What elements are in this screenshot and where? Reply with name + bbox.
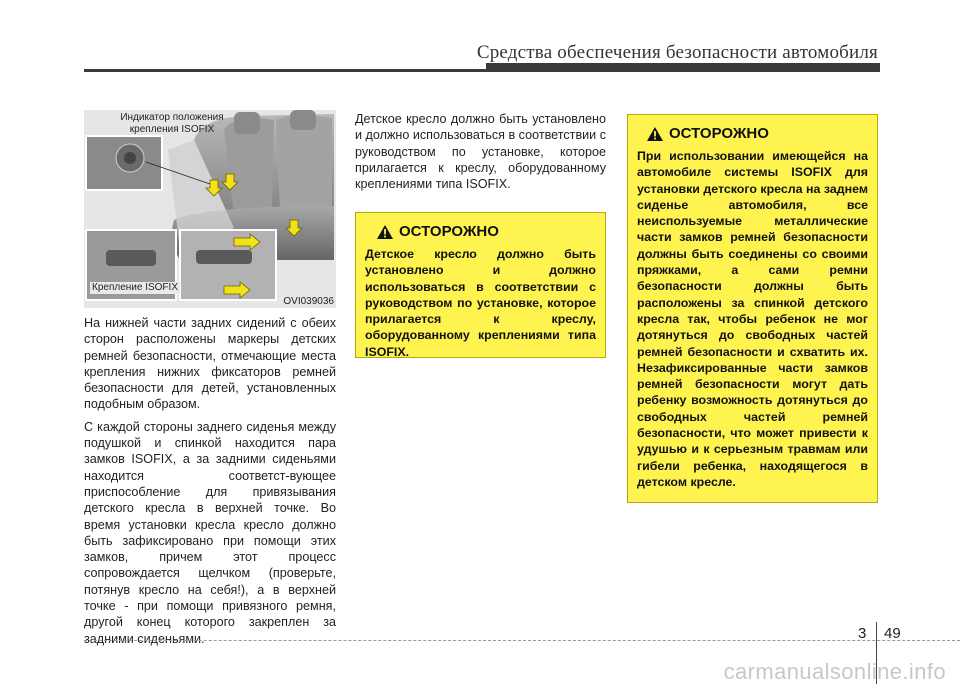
figure-code: OVI039036 — [283, 296, 334, 307]
warning-triangle-icon — [647, 127, 663, 141]
warning-text-right: При использовании имеющейся на автомобиле системы ISOFIX для установки детского кресла на заднем сиденье автомобиля, все неиспользуемые металлические части замков ремней безопасности должны быть соединены со своими пряжками, а сами ремни безопасности должны быть расположены за спинкой детского кресла так, чтобы ребенок не мог дотянуться до свободных частей ремней безопасности и схватить их. Незафиксированные части замков ремней безопасности могут дать ребенку возможность дотянуться до свободных частей ремней безопасности, что может привести к удушью и к серьезным травмам или гибели ребенка, находящегося в детском кресле. — [637, 149, 868, 489]
rear-seat-illustration — [84, 110, 336, 308]
chapter-number: 3 — [858, 625, 867, 642]
left-column-text — [84, 315, 336, 653]
figure-label-anchor: Крепление ISOFIX — [92, 282, 178, 293]
warning-box-middle — [355, 212, 606, 358]
page-header-title: Средства обеспечения безопасности автомобиля — [476, 42, 878, 63]
footer-rule — [84, 640, 960, 641]
warning-box-right — [627, 114, 878, 503]
header-rule — [84, 69, 880, 72]
warning-text-middle: Детское кресло должно быть установлено и должно использоваться в соответствии с руководством по установке, которое прилагается к креслу, оборудованному креплениями типа ISOFIX. — [365, 247, 596, 359]
left-paragraph-1: На нижней части задних сидений с обеих сторон расположены маркеры детских ремней безопасности, отмечающие места крепления нижних фиксаторов ремней безопасности для детей, установленных подобным образом. — [84, 316, 336, 412]
warning-triangle-icon — [377, 225, 393, 239]
middle-paragraph: Детское кресло должно быть установлено и должно использоваться в соответствии с руководством по установке, которое прилагается к креслу, оборудованному креплениями типа ISOFIX. — [355, 112, 606, 192]
middle-column-text — [355, 111, 606, 198]
figure-label-indicator: Индикатор положения крепления ISOFIX — [120, 112, 224, 135]
page-number: 49 — [884, 625, 901, 642]
left-paragraph-2: С каждой стороны заднего сиденья между подушкой и спинкой находится пара замков ISOFIX, а за задними сиденьями находится соответст-вующее приспособление для привязывания детского кресла в верхней точке. Во время установки кресла кресло должно быть зафиксировано при помощи этих замков, причем этот процесс сопровождается щелчком (проверьте, потянув кресло на себя!), а в верхней точке - при помощи привязного ремня, другой конец которого закреплен за задними сиденьями. — [84, 419, 336, 646]
warning-title-right: ОСТОРОЖНО — [669, 125, 769, 142]
watermark: carmanualsonline.info — [723, 659, 946, 684]
isofix-figure — [84, 110, 336, 308]
warning-title-middle: ОСТОРОЖНО — [399, 223, 499, 240]
